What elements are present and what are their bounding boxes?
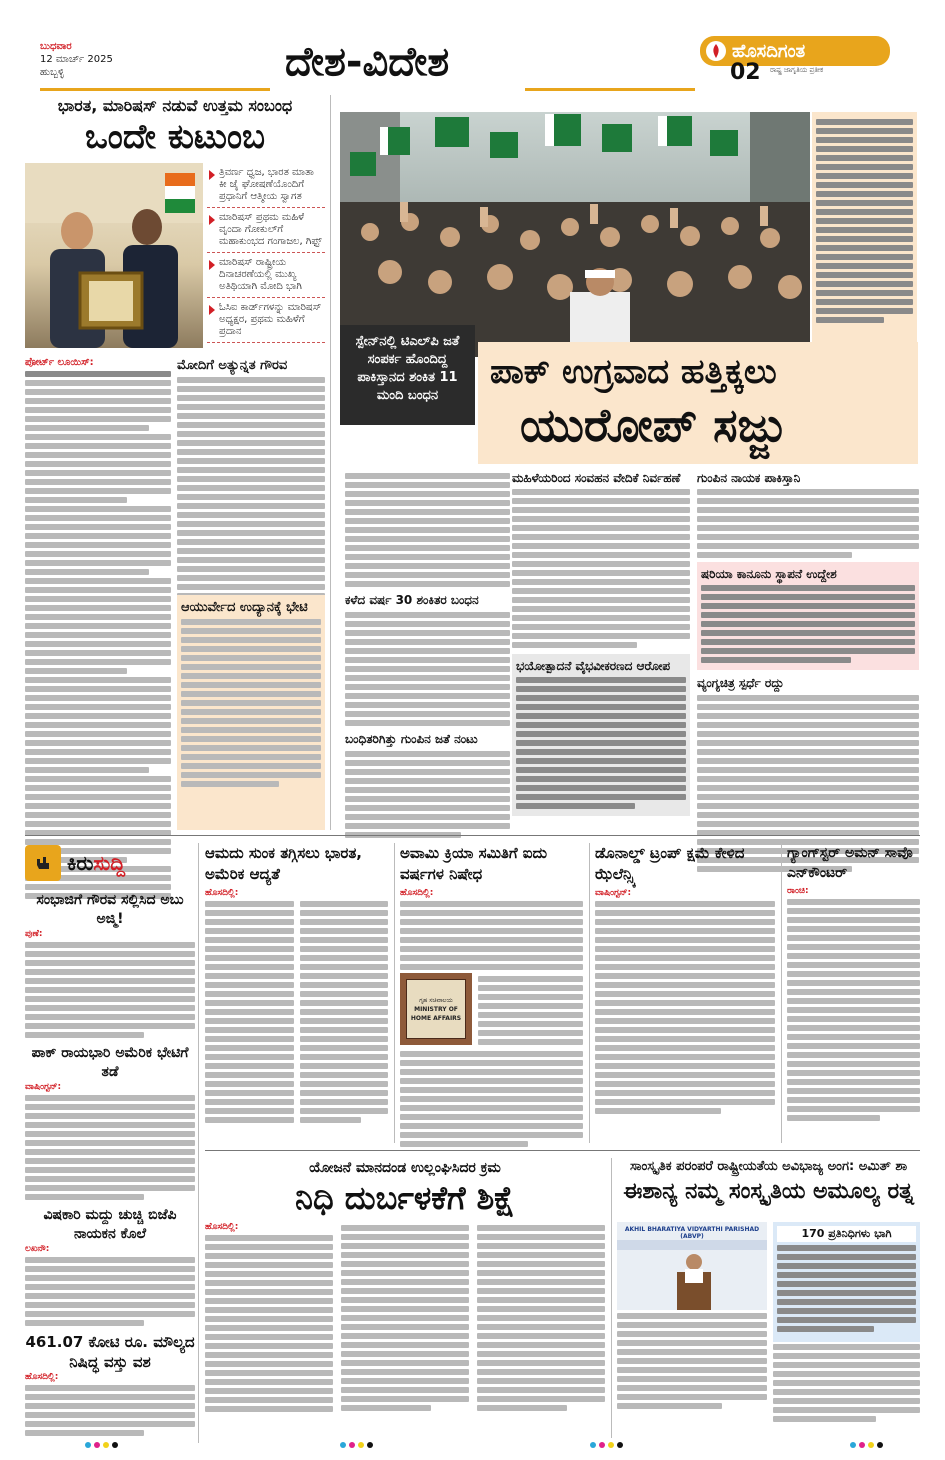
story-dateline: ಹೊಸದಿಲ್ಲಿ: xyxy=(205,888,239,898)
mha-sign-kannada: ಗೃಹ ಸಚಿವಾಲಯ xyxy=(419,996,453,1004)
masthead-right-rule xyxy=(525,88,695,91)
column-divider xyxy=(198,843,199,1443)
northeast-content xyxy=(617,1222,920,1432)
pak-subhead-1: ಮಹಿಳೆಯರಿಂದ ಸಂವಹನ ವೇದಿಕೆ ನಿರ್ವಹಣೆ xyxy=(512,471,681,485)
sharia-box xyxy=(697,562,919,670)
lead-bullet: ಓಸಿಐ ಕಾರ್ಡ್‌ಗಳನ್ನು ಮಾರಿಷಸ್ ಅಧ್ಯಕ್ಷರ, ಪ್ರಥಮ ಮಹಿಳೆಗೆ ಪ್ರದಾನ xyxy=(207,298,325,343)
masthead-city: ಹುಬ್ಬಳ್ಳಿ xyxy=(40,67,65,78)
bullet-arrow-icon xyxy=(209,260,215,270)
story-zelensky xyxy=(595,843,775,1133)
paper-name: ಹೊಸದಿಗಂತ xyxy=(732,40,806,62)
kiru-dateline-1: ಪುಣೆ: xyxy=(25,929,43,939)
story-dateline: ಹೊಸದಿಲ್ಲಿ: xyxy=(205,1222,239,1232)
masthead xyxy=(0,0,945,92)
pak-headline-top: ಪಾಕ್ ಉಗ್ರವಾದ ಹತ್ತಿಕ್ಕಲು xyxy=(490,352,777,392)
story-aman-sao xyxy=(787,843,920,1133)
northeast-kicker: ಸಾಂಸ್ಕೃತಿಕ ಪರಂಪರೆ ರಾಷ್ಟ್ರೀಯತೆಯ ಅವಿಭಾಜ್ಯ ಅಂಗ: ಅಮಿತ್ ಶಾ xyxy=(629,1159,908,1174)
page-number: 02 xyxy=(730,60,761,85)
logo-flame-icon xyxy=(706,41,726,61)
pak-subhead-7: ವ್ಯಂಗ್ಯಚಿತ್ರ ಸ್ಪರ್ಧೆ ರದ್ದು xyxy=(697,676,784,690)
mha-sign-photo xyxy=(400,973,472,1045)
lead-photo-modi-mauritius xyxy=(25,163,203,348)
kiru-label: ಕಿರು xyxy=(67,851,94,875)
lead-bullet: ಮಾರಿಷಸ್ ಪ್ರಥಮ ಮಹಿಳೆ ವೃಂದಾ ಗೋಕುಲ್‌ಗೆ ಮಹಾಕುಂಭದ ಗಂಗಾಜಲ, ಗಿಫ್ಟ್ xyxy=(207,208,325,253)
kiru-dateline-4: ಹೊಸದಿಲ್ಲಿ: xyxy=(25,1372,59,1382)
hand-icon xyxy=(25,845,61,881)
masthead-date: 12 ಮಾರ್ಚ್ 2025 xyxy=(40,54,113,65)
paper-logo xyxy=(700,36,890,66)
pak-photo-caption-box xyxy=(340,325,475,425)
abvp-banner: AKHIL BHARATIYA VIDYARTHI PARISHAD (ABVP) xyxy=(624,1226,760,1240)
lead-bullet: ಮಾರಿಷಸ್ ರಾಷ್ಟ್ರೀಯ ದಿನಾಚರಣೆಯಲ್ಲಿ ಮುಖ್ಯ ಅತಿಥಿಯಾಗಿ ಮೋದಿ ಭಾಗಿ xyxy=(207,253,325,298)
lead-dateline: ಪೋರ್ಟ್ ಲೂಯಿಸ್: xyxy=(25,357,94,368)
paper-tagline: ರಾಷ್ಟ್ರ ಜಾಗೃತಿಯ ಪ್ರತೀಕ xyxy=(770,66,824,74)
kiru-headline-2: ಪಾಕ್ ರಾಯಭಾರಿ ಅಮೆರಿಕ ಭೇಟಿಗೆ ತಡೆ xyxy=(31,1045,189,1080)
story-headline: ಆಮದು ಸುಂಕ ತಗ್ಗಿಸಲು ಭಾರತ, ಅಮೆರಿಕ ಆದ್ಯತೆ xyxy=(205,844,363,883)
pak-subhead-2: ಕಳೆದ ವರ್ಷ 30 ಶಂಕಿತರ ಬಂಧನ xyxy=(345,593,479,607)
fund-kicker: ಯೋಜನೆ ಮಾನದಂಡ ಉಲ್ಲಂಘಿಸಿದರ ಕ್ರಮ xyxy=(309,1160,501,1176)
pak-photo-caption: ಸ್ಪೇನ್‌ನಲ್ಲಿ ಟಿಎಲ್‌ಪಿ ಜತೆ ಸಂಪರ್ಕ ಹೊಂದಿದ್ದ ಪಾಕಿಸ್ತಾನದ ಶಂಕಿತ 11 ಮಂದಿ ಬಂಧನ xyxy=(355,334,460,403)
column-divider xyxy=(781,843,782,1143)
bullet-arrow-icon xyxy=(209,170,215,180)
bullet-arrow-icon xyxy=(209,305,215,315)
color-registration-marks xyxy=(590,1442,623,1448)
story-headline: ಡೊನಾಲ್ಡ್ ಟ್ರಂಪ್ ಕ್ಷಮೆ ಕೇಳಿದ ಝೆಲೆನ್ಸ್ಕಿ xyxy=(595,844,745,883)
bullet-arrow-icon xyxy=(209,215,215,225)
story-headline: ಅವಾಮಿ ಕ್ರಿಯಾ ಸಮಿತಿಗೆ ಐದು ವರ್ಷಗಳ ನಿಷೇಧ xyxy=(400,844,547,883)
terror-glorification-box xyxy=(512,654,690,816)
masthead-date-block xyxy=(40,40,130,79)
lead-story xyxy=(25,95,325,830)
story-fund-misuse xyxy=(205,1158,605,1433)
amit-shah-photo xyxy=(617,1222,767,1310)
lead-bullets xyxy=(207,163,325,343)
story-awami-ban xyxy=(400,843,583,1133)
mha-sign-line1: MINISTRY OF xyxy=(414,1005,458,1013)
lead-headline: ಒಂದೇ ಕುಟುಂಬ xyxy=(84,117,266,157)
kiru-headline-3: ವಿಷಕಾರಿ ಮದ್ದು ಚುಚ್ಚಿ ಬಿಜೆಪಿ ನಾಯಕನ ಕೊಲೆ xyxy=(43,1207,177,1242)
color-registration-marks xyxy=(850,1442,883,1448)
pak-headline-bottom: ಯುರೋಪ್ ಸಜ್ಜು xyxy=(520,398,787,452)
northeast-headline: ಈಶಾನ್ಯ ನಮ್ಮ ಸಂಸ್ಕೃತಿಯ ಅಮೂಲ್ಯ ರತ್ನ xyxy=(623,1179,914,1204)
lead-kicker: ಭಾರತ, ಮಾರಿಷಸ್ ನಡುವೆ ಉತ್ತಮ ಸಂಬಂಧ xyxy=(57,96,293,115)
section-divider xyxy=(205,1150,920,1151)
story-dateline: ವಾಷಿಂಗ್ಟನ್: xyxy=(595,888,632,898)
delegates-title: 170 ಪ್ರತಿನಿಧಿಗಳು ಭಾಗಿ xyxy=(777,1226,916,1242)
ayurveda-title: ಆಯುರ್ವೇದ ಉದ್ಯಾನಕ್ಕೆ ಭೇಟಿ xyxy=(181,600,308,615)
pak-subhead-6: ಷರಿಯಾ ಕಾನೂನು ಸ್ಥಾಪನೆ ಉದ್ದೇಶ xyxy=(701,567,837,581)
story-dateline: ರಾಂಚಿ: xyxy=(787,886,809,896)
pak-subhead-4: ಬಂಧಿತರಿಗಿತ್ತು ಗುಂಪಿನ ಜತೆ ನಂಟು xyxy=(345,732,478,746)
story-import-duty xyxy=(205,843,388,1133)
fund-headline: ನಿಧಿ ದುರ್ಬಳಕೆಗೆ ಶಿಕ್ಷೆ xyxy=(295,1179,515,1217)
lead-bullet: ತ್ರಿವರ್ಣ ಧ್ವಜ, ಭಾರತ ಮಾತಾ ಕೀ ಜೈ ಘೋಷಣೆಯೊಂದಿಗೆ ಪ್ರಧಾನಿಗೆ ಆತ್ಮೀಯ ಸ್ವಾಗತ xyxy=(207,163,325,208)
pak-subhead-3: ಭಯೋತ್ಪಾದನೆ ವೈಭವೀಕರಣದ ಆರೋಪ xyxy=(516,659,671,673)
kiru-headline-4: 461.07 ಕೋಟಿ ರೂ. ಮೌಲ್ಯದ ನಿಷಿದ್ಧ ವಸ್ತು ವಶ xyxy=(25,1333,195,1371)
section-divider xyxy=(25,835,920,836)
kiru-dateline-3: ಲಖನೌ: xyxy=(25,1244,50,1254)
kiru-dateline-2: ವಾಷಿಂಗ್ಟನ್: xyxy=(25,1082,62,1092)
column-divider xyxy=(589,843,590,1143)
ayurveda-box xyxy=(177,595,325,830)
kiru-headline-1: ಸಂಭಾಜಿಗೆ ಗೌರವ ಸಲ್ಲಿಸಿದ ಅಬು ಅಜ್ಮಿ! xyxy=(36,892,184,927)
color-registration-marks xyxy=(340,1442,373,1448)
column-divider xyxy=(330,95,331,830)
color-registration-marks xyxy=(85,1442,118,1448)
column-divider xyxy=(611,1158,612,1438)
story-headline: ಗ್ಯಾಂಗ್‌ಸ್ಟರ್ ಅಮನ್ ಸಾವೊ ಎನ್‌ಕೌಂಟರ್ xyxy=(787,845,913,881)
column-divider xyxy=(394,843,395,1143)
pak-subhead-5: ಗುಂಪಿನ ನಾಯಕ ಪಾಕಿಸ್ತಾನಿ xyxy=(697,471,801,485)
pak-protest-photo xyxy=(340,112,810,357)
section-title: ದೇಶ-ವಿದೇಶ xyxy=(285,39,450,85)
suddi-label: ಸುದ್ದಿ xyxy=(93,851,126,875)
kiru-suddi-column xyxy=(25,843,195,1433)
mha-sign-line2: HOME AFFAIRS xyxy=(410,1014,462,1022)
pak-body-col2 xyxy=(512,470,690,816)
masthead-left-rule xyxy=(40,88,270,91)
modi-honour-title: ಮೋದಿಗೆ ಅತ್ಯುನ್ನತ ಗೌರವ xyxy=(177,358,288,373)
pak-body-col3 xyxy=(697,470,919,875)
kiru-suddi-header xyxy=(25,843,195,883)
story-dateline: ಹೊಸದಿಲ್ಲಿ: xyxy=(400,888,434,898)
modi-honour-box xyxy=(177,357,325,611)
lead-body-col1 xyxy=(25,357,171,902)
masthead-day: ಬುಧವಾರ xyxy=(40,41,72,52)
pak-body-col1 xyxy=(345,470,510,841)
pak-side-text xyxy=(812,112,917,342)
delegates-box xyxy=(773,1222,920,1342)
